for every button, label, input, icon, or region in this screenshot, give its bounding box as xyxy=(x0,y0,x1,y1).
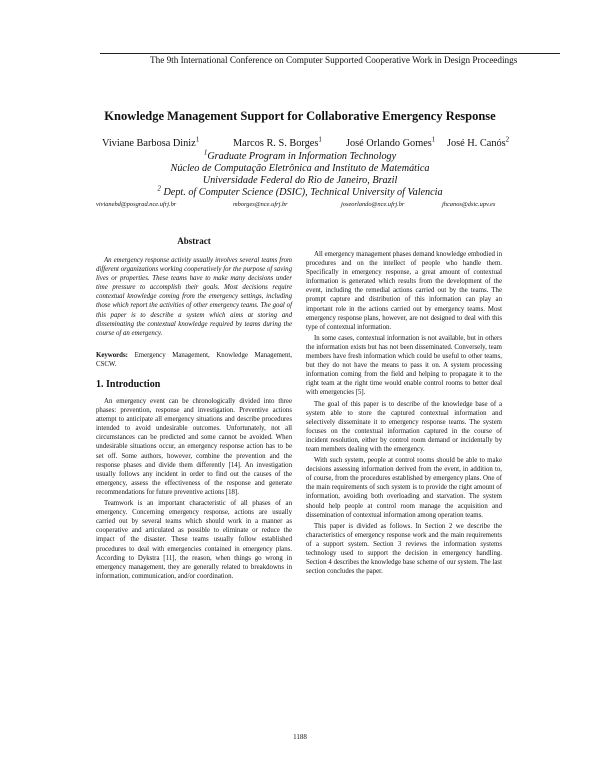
affiliation-mark: 1 xyxy=(203,148,208,157)
author-affiliation-mark: 1 xyxy=(195,135,200,144)
paper-title: Knowledge Management Support for Collaborative Emergency Response xyxy=(104,109,496,123)
introduction-body xyxy=(96,397,292,583)
email-gomes[interactable]: joseorlando@nce.ufrj.br xyxy=(341,201,405,208)
author-name: José Orlando Gomes xyxy=(346,138,432,149)
affiliation-1-line-1 xyxy=(0,148,600,162)
page-number: 1188 xyxy=(293,733,307,741)
keywords-paragraph xyxy=(96,351,292,369)
author-borges xyxy=(233,135,322,149)
affiliation-text: Graduate Program in Information Technology xyxy=(207,151,397,162)
affiliation-2-line-1 xyxy=(0,184,600,198)
paragraph: The goal of this paper is to describe of the knowledge base of a system able to store the captured contextual information and selectively disseminate it to emergency response teams. The system focuses on the contextual information captured in the course of incident resolution, either by control room demand or incidentally by team members dealing with the emergency. xyxy=(306,400,502,453)
paragraph: With such system, people at control rooms should be able to make decisions assessing information derived from the event, in addition to, of course, from the procedures established by emergency plans. One of the main requirements of such system is to provide the right amount of information, avoiding both overloading and starvation. The system should help people at control room manage the acquisition and dissemination of contextual information among operation teams. xyxy=(306,457,502,519)
email-list xyxy=(96,201,516,213)
author-affiliation-mark: 1 xyxy=(318,135,322,144)
author-affiliation-mark: 2 xyxy=(505,135,510,144)
keywords-text: Emergency Management, Knowledge Management, CSCW. xyxy=(96,352,292,369)
abstract-heading: Abstract xyxy=(177,236,211,246)
author-name: Marcos R. S. Borges xyxy=(233,138,319,149)
author-gomes xyxy=(346,135,436,149)
author-canos xyxy=(447,135,510,149)
affiliation-1-line-3: Universidade Federal do Rio de Janeiro, Brazil xyxy=(202,175,398,186)
author-name: José H. Canós xyxy=(447,138,506,149)
paragraph: Teamwork is an important characteristic of all phases of an emergency. Concerning emergency response, actions are usually carried out by several teams which should work in a manner as cooperative and articulated as possible to eliminate or reduce the impact of the disaster. These teams usually follow established procedures to deal with emergencies contained in emergency plans. According to Dykstra [11], the reason, when things go wrong in emergency management, they are generally related to breakdowns in information, communication, and/or coordination. xyxy=(96,500,292,580)
email-diniz[interactable]: vivianebd@posgrad.nce.ufrj.br xyxy=(96,201,177,208)
affiliation-mark: 2 xyxy=(157,184,161,193)
paragraph: In some cases, contextual information is not available, but in others the information exists but has not been disseminated. Conversely, team members have fresh information which could be useful to other teams, but they do not have the means to pass it on. A system processing information coming from the field and helping to propagate it to the right team at the right time would enable control rooms to better deal with emergencies [5]. xyxy=(306,334,502,397)
keywords-label: Keywords: xyxy=(96,352,128,359)
affiliation-text: Dept. of Computer Science (DSIC), Technical University of Valencia xyxy=(163,187,443,198)
header-rule xyxy=(100,53,560,54)
author-name: Viviane Barbosa Diniz xyxy=(102,138,196,149)
abstract-paragraph: An emergency response activity usually involves several teams from different organizations working cooperatively for the purpose of saving lives or properties. These teams have to make many decisions under time pressure to accomplish their goals. Most decisions require contextual knowledge coming from the emergency settings, including those which report the activities of other emergency teams. The goal of this paper is to describe a system which aims at storing and disseminating the contextual knowledge required by teams during the course of an emergency. xyxy=(96,257,292,337)
affiliation-1-line-2: Núcleo de Computação Eletrônica and Instituto de Matemática xyxy=(170,163,430,174)
author-list xyxy=(102,135,510,151)
keywords xyxy=(96,351,292,371)
email-canos[interactable]: jhcanos@dsic.upv.es xyxy=(442,201,496,208)
paragraph: An emergency event can be chronologically divided into three phases: prevention, response and investigation. Preventive actions attempt to anticipate all emergency situations and describe procedures intended to avoid undesirable outcomes. Unfortunately, not all circumstances can be predicted and some cannot be avoided. When undesirable situations occur, an emergency response action has to be set off. Some authors, however, combine the prevention and the response phases and divide them differently [14]. An investigation usually follows any incident in order to find out the causes of the emergency, assess the effectiveness of the response and generate recommendations for future preventive actions [18]. xyxy=(96,398,292,496)
author-affiliation-mark: 1 xyxy=(431,135,436,144)
running-header: The 9th International Conference on Computer Supported Cooperative Work in Design Proceedings xyxy=(150,55,518,65)
abstract-body xyxy=(96,256,292,340)
section-heading-introduction: 1. Introduction xyxy=(96,379,161,390)
right-column xyxy=(306,250,502,578)
paragraph: This paper is divided as follows. In Section 2 we describe the characteristics of emergency response work and the main requirements of a support system. Section 3 reviews the information systems technology used to support the decision in emergency handling. Section 4 describes the knowledge base scheme of our system. The last section concludes the paper. xyxy=(306,522,502,576)
author-diniz xyxy=(102,135,200,149)
paragraph: All emergency management phases demand knowledge embodied in procedures and on the intellect of people who handle them. Specifically in emergency response, a great amount of contextual information is generated which results from the development of the event, including the remedial actions carried out by the teams. The prompt capture and distribution of this information can play an important role in the actions carried out by emergency teams. Most emergency response plans, however, are not designed to deal with this type of contextual information. xyxy=(306,251,502,331)
email-borges[interactable]: mborges@nce.ufrj.br xyxy=(233,201,288,208)
